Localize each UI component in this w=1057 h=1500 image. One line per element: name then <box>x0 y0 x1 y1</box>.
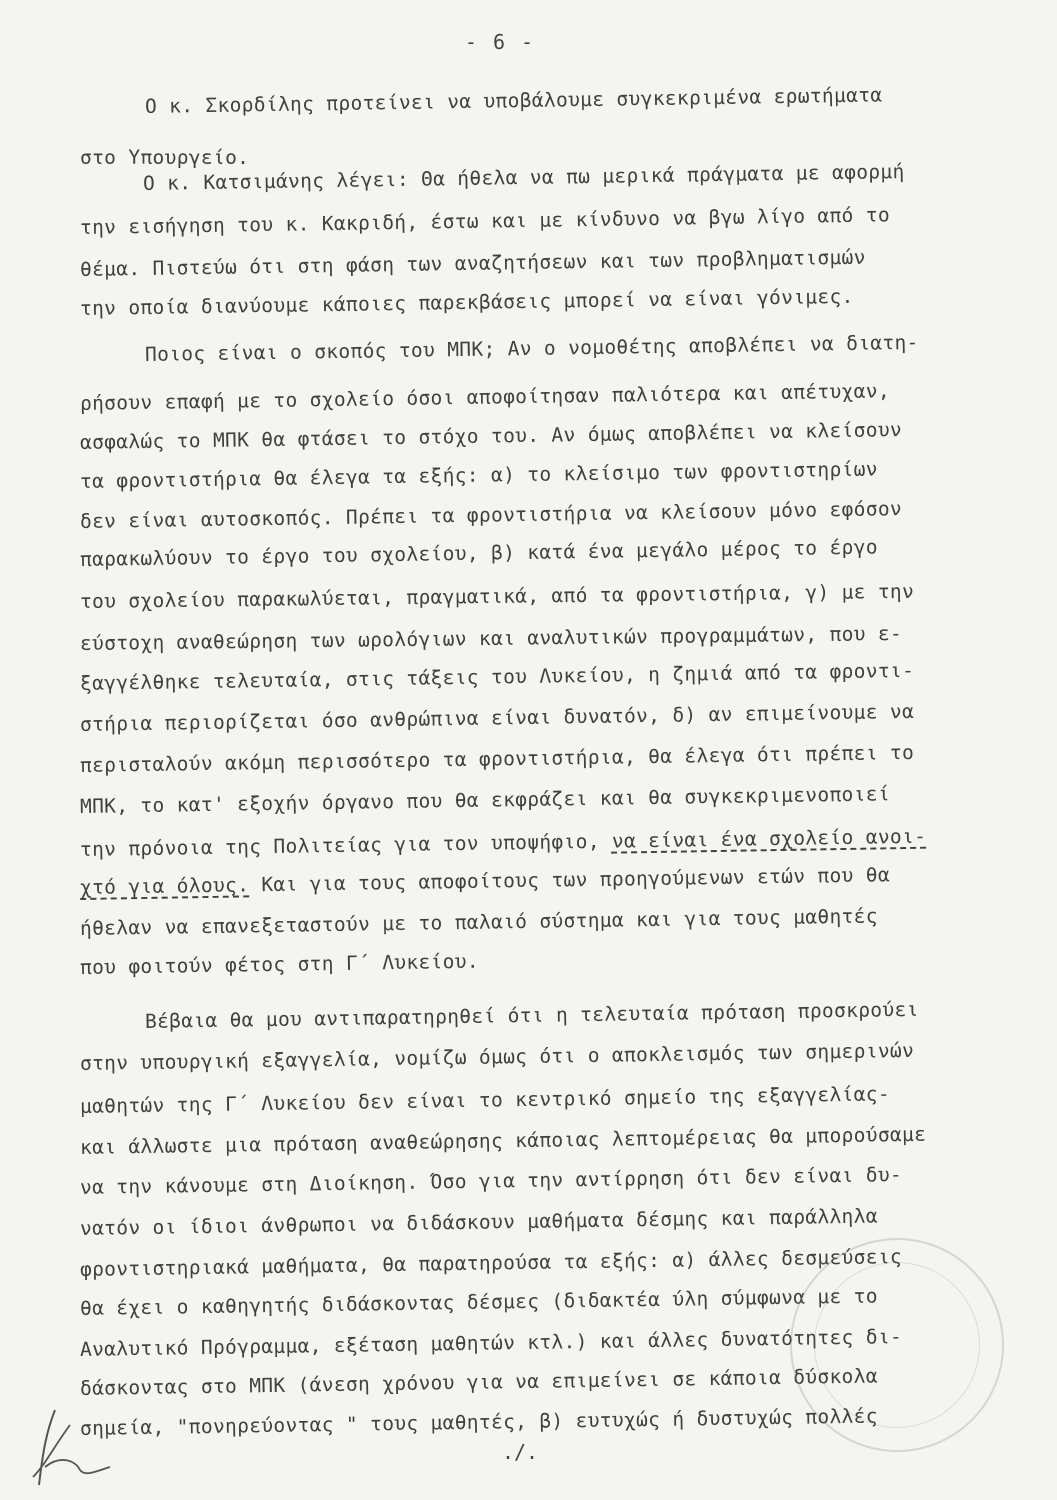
text-line: θέμα. Πιστεύω ότι στη φάση των αναζητήσεων και των προβληματισμών <box>79 245 866 281</box>
text-segment: την πρόνοια της Πολιτείας για τον υποψήφιο, <box>79 829 600 861</box>
text-line: Ο κ. Κατσιμάνης λέγει: Θα ήθελα να πω μερικά πράγματα με αφορμή <box>142 160 905 195</box>
text-line: τα φροντιστήρια θα έλεγα τα εξής: α) το κλείσιμο των φροντιστηρίων <box>79 457 879 493</box>
text-line: στο Υπουργείο. <box>80 146 250 169</box>
underlined-text: να είναι ένα σχολείο ανοι- <box>611 824 927 853</box>
text-line: την εισήγηση του κ. Κακριδή, έστω και με κίνδυνο να βγω λίγο από το <box>79 203 891 239</box>
underlined-text: χτό για όλους. <box>79 873 250 899</box>
text-line: μαθητών της Γ΄ Λυκείου δεν είναι το κεντρικό σημείο της εξαγγελίας- <box>79 1082 891 1118</box>
text-line: Ποιος είναι ο σκοπός του ΜΠΚ; Αν ο νομοθέτης αποβλέπει να διατη- <box>144 330 919 366</box>
text-line: δεν είναι αυτοσκοπός. Πρέπει τα φροντιστήρια να κλείσουν μόνο εφόσον <box>79 497 903 533</box>
handwritten-initial-signature <box>25 1405 115 1490</box>
text-line: και άλλωστε μια πρόταση αναθεώρησης κάποιας λεπτομέρειας θα μπορούσαμε <box>79 1122 927 1159</box>
text-line: ήθελαν να επανεξεταστούν με το παλαιό σύστημα και για τους μαθητές <box>79 904 879 940</box>
text-line: Βέβαια θα μου αντιπαρατηρηθεί ότι η τελευταία πρόταση προσκρούει <box>144 997 919 1033</box>
continuation-mark: ./. <box>501 1440 539 1464</box>
text-line: εύστοχη αναθεώρηση των ωρολόγιων και αναλυτικών προγραμμάτων, που ε- <box>79 621 903 655</box>
text-line: σημεία, "πονηρεύοντας " τους μαθητές, β) ευτυχώς ή δυστυχώς πολλές <box>79 1404 879 1440</box>
text-line: θα έχει ο καθηγητής διδάσκοντας δέσμες (διδακτέα ύλη σύμφωνα με το <box>79 1284 879 1320</box>
text-line <box>80 825 927 861</box>
text-line: νατόν οι ίδιοι άνθρωποι να διδάσκουν μαθήματα δέσμης και παράλληλα <box>79 1204 879 1240</box>
text-line: να την κάνουμε στη Διοίκηση. Όσο για την αντίρρηση ότι δεν είναι δυ- <box>79 1163 903 1199</box>
text-line: που φοιτούν φέτος στη Γ΄ Λυκείου. <box>79 949 480 979</box>
text-line: ξαγγέλθηκε τελευταία, στις τάξεις του Λυκείου, η ζημιά από τα φροντι- <box>79 658 915 695</box>
text-line: ΜΠΚ, το κατ' εξοχήν όργανο που θα εκφράζει και θα συγκεκριμενοποιεί <box>79 782 891 818</box>
text-segment: Και για τους αποφοίτους των προηγούμενων ετών που θα <box>261 863 891 897</box>
text-line: του σχολείου παρακωλύεται, πραγματικά, από τα φροντιστήρια, γ) με την <box>79 579 915 613</box>
text-line: παρακωλύουν το έργο του σχολείου, β) κατά ένα μεγάλο μέρος το έργο <box>79 535 879 571</box>
text-line: Ο κ. Σκορδίλης προτείνει να υποβάλουμε συγκεκριμένα ερωτήματα <box>144 83 883 118</box>
text-line: την οποία διανύουμε κάποιες παρεκβάσεις μπορεί να είναι γόνιμες. <box>79 284 854 320</box>
text-line: ασφαλώς το ΜΠΚ θα φτάσει το στόχο του. Αν όμως αποβλέπει να κλείσουν <box>79 418 903 454</box>
text-line: ρήσουν επαφή με το σχολείο όσοι αποφοίτησαν παλιότερα και απέτυχαν, <box>79 379 891 415</box>
text-line: περισταλούν ακόμη περισσότερο τα φροντιστήρια, θα έλεγα ότι πρέπει το <box>79 740 915 777</box>
text-line: φροντιστηριακά μαθήματα, θα παρατηρούσα τα εξής: α) άλλες δεσμεύσεις <box>79 1245 903 1281</box>
text-line: δάσκοντας στο ΜΠΚ (άνεση χρόνου για να επιμείνει σε κάποια δύσκολα <box>79 1364 879 1400</box>
text-line: Αναλυτικό Πρόγραμμα, εξέταση μαθητών κτλ.) και άλλες δυνατότητες δι- <box>79 1325 903 1361</box>
text-line <box>80 863 890 899</box>
text-line: στήρια περιορίζεται όσο ανθρώπινα είναι δυνατόν, δ) αν επιμείνουμε να <box>79 699 915 736</box>
page-number: - 6 - <box>464 30 536 54</box>
text-line: στην υπουργική εξαγγελία, νομίζω όμως ότι ο αποκλεισμός των σημερινών <box>79 1038 915 1075</box>
